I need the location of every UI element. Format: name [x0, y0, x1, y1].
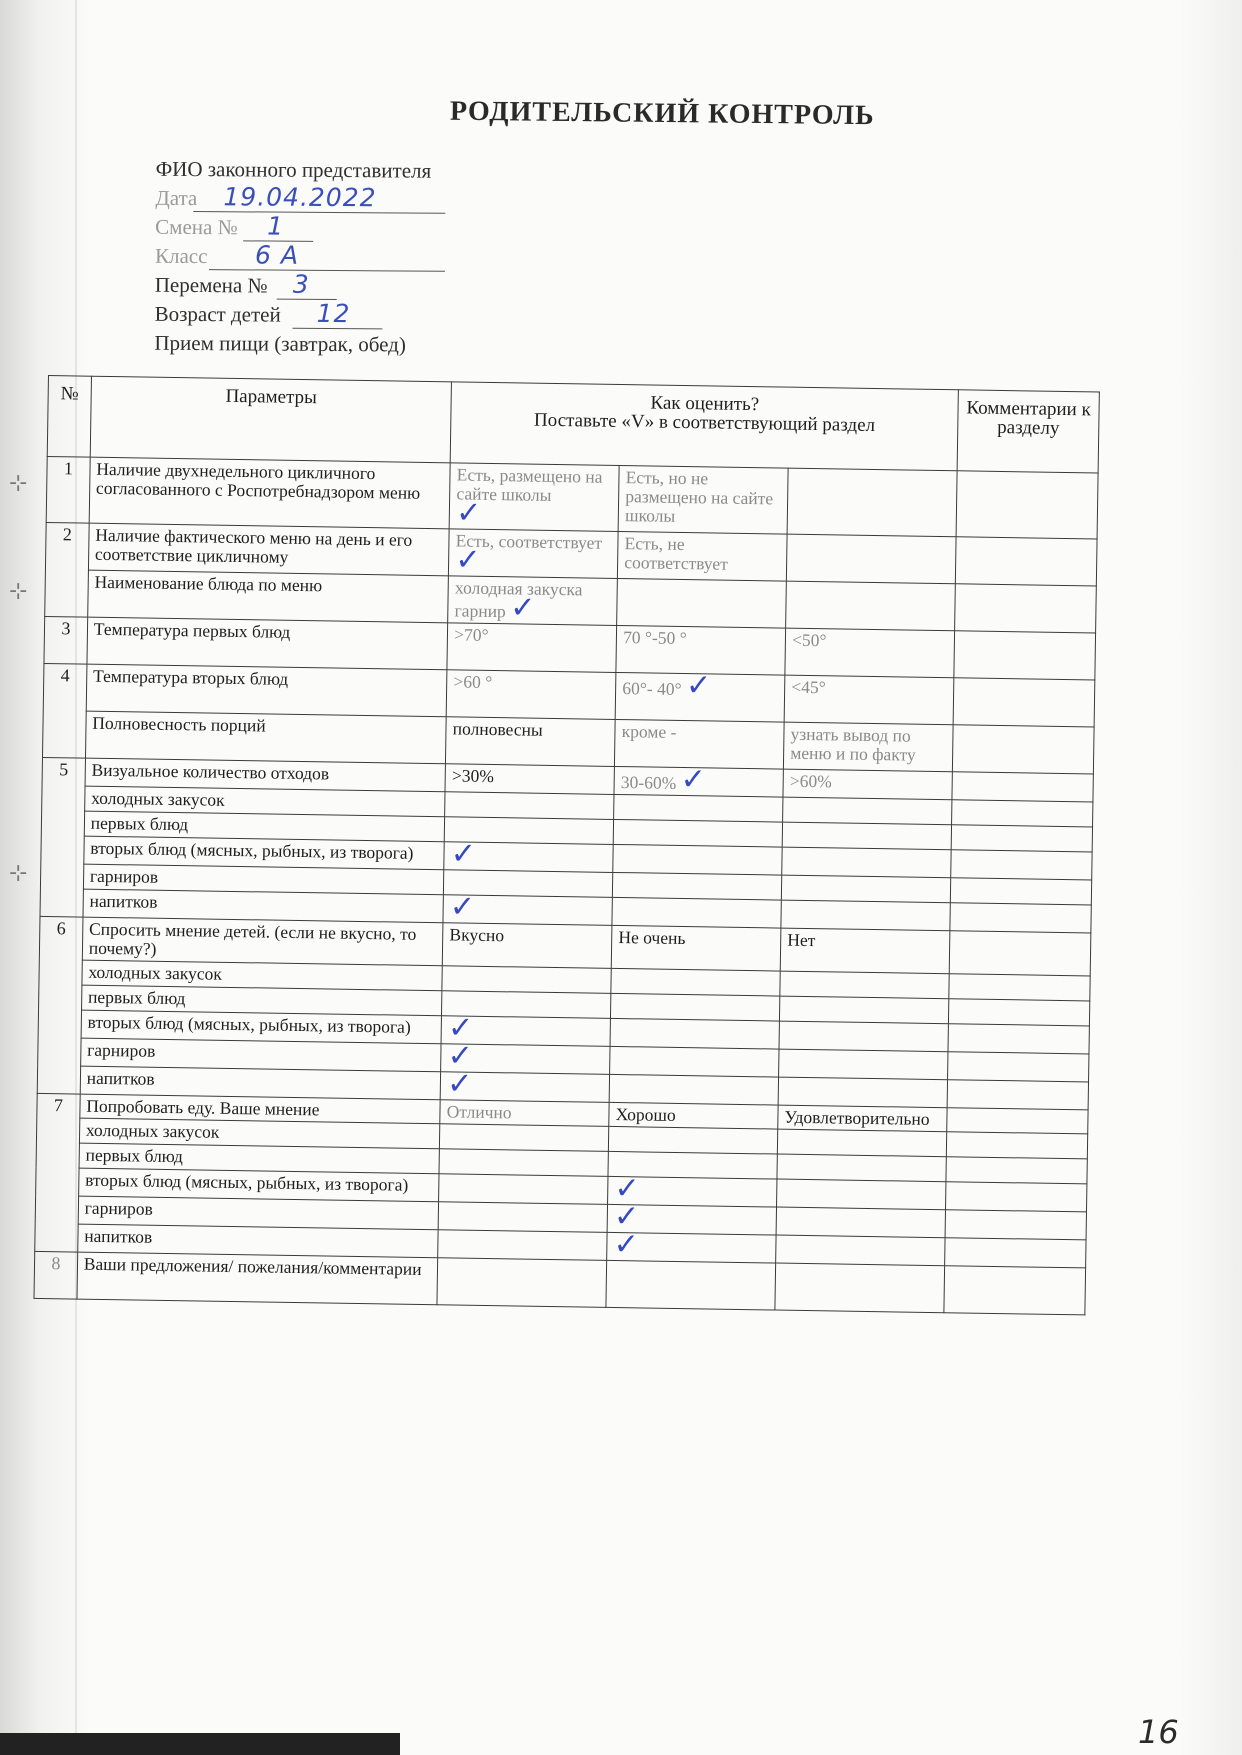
table-row: 4 Температура вторых блюд >60 ° 60°- 40° ✓ <45°	[43, 663, 1095, 727]
table-row: Наименование блюда по меню холодная закуска гарнир ✓	[45, 569, 1097, 633]
table-row: 8 Ваши предложения/ пожелания/комментарии	[34, 1251, 1086, 1315]
table-row: Полновесность порций полновесны кроме - узнать вывод по меню и по факту	[42, 710, 1094, 774]
table-row: 5 Визуальное количество отходов >30% 30-60% ✓ >60%	[42, 757, 1093, 802]
row2b-param: Наименование блюда по меню	[87, 570, 448, 623]
table-row: 2 Наличие фактического меню на день и его соответствие цикличному Есть, соответствует ✓ Есть, не соответствует	[45, 522, 1097, 586]
table-row: первых блюд	[36, 1142, 1087, 1184]
header-comment: Комментарии к разделу	[957, 390, 1099, 473]
table-row: гарниров	[40, 863, 1091, 905]
row6-param: Спросить мнение детей. (если не вкусно, то почему?)	[82, 917, 443, 966]
header-how: Как оценить? Поставьте «V» в соответствующий раздел	[450, 382, 958, 471]
meal-label: Прием пищи (завтрак, обед)	[154, 330, 406, 357]
table-row: напитков ✓	[35, 1223, 1086, 1268]
check-mark-icon: ✓	[447, 1010, 474, 1046]
check-mark-icon: ✓	[614, 1171, 640, 1207]
shift-row	[155, 211, 515, 247]
class-label: Класс	[154, 243, 208, 269]
age-value: 12	[316, 298, 351, 329]
table-row: холодных закусок	[42, 785, 1093, 827]
row1-param: Наличие двухнедельного цикличного согласованного с Роспотребнадзором меню	[89, 457, 450, 529]
header-param: Параметры	[90, 376, 452, 463]
table-row: первых блюд	[41, 810, 1092, 852]
class-row	[154, 240, 515, 276]
control-table	[33, 375, 1099, 1315]
class-value: 6 А	[254, 240, 300, 270]
table-row: вторых блюд (мясных, рыбных, из творога) ✓	[38, 1009, 1089, 1054]
table-row: холодных закусок	[36, 1117, 1087, 1159]
meal-row	[154, 331, 514, 363]
check-mark-icon: ✓	[685, 668, 712, 704]
break-label: Перемена №	[154, 272, 268, 298]
table-row: 1 Наличие двухнедельного цикличного согласованного с Роспотребнадзором меню Есть, размещено на сайте школы ✓ Есть, но не размещено на сайте школы	[46, 456, 1098, 539]
check-mark-icon: ✓	[447, 1038, 474, 1074]
row3-param: Температура первых блюд	[87, 617, 448, 670]
table-row: вторых блюд (мясных, рыбных, из творога) ✓	[36, 1167, 1087, 1212]
table-row: вторых блюд (мясных, рыбных, из творога) ✓	[41, 835, 1092, 880]
representative-label: ФИО законного представителя	[155, 156, 432, 183]
page-number: 16	[1138, 1713, 1179, 1751]
scan-edge	[0, 1733, 400, 1755]
check-mark-icon: ✓	[613, 1226, 640, 1263]
row4b-param: Полновесность порций	[85, 711, 446, 764]
date-row	[155, 182, 515, 218]
check-mark-icon: ✓	[613, 1198, 640, 1235]
shift-value: 1	[267, 211, 285, 241]
check-mark-icon: ✓	[509, 590, 536, 626]
binder-hole-mark: ⊹	[9, 578, 28, 603]
binder-hole-mark: ⊹	[9, 860, 28, 885]
date-value: 19.04.2022	[223, 182, 377, 213]
binder-hole-mark: ⊹	[9, 470, 28, 495]
row7-param: Попробовать еду. Ваше мнение	[80, 1094, 441, 1124]
check-mark-icon: ✓	[680, 761, 707, 798]
header-form	[154, 157, 515, 363]
date-label: Дата	[155, 185, 198, 211]
age-row	[154, 298, 514, 334]
shift-label: Смена №	[155, 214, 238, 240]
table-row: напитков ✓	[40, 888, 1091, 933]
page-title: РОДИТЕЛЬСКИЙ КОНТРОЛЬ	[449, 95, 875, 132]
table-row: первых блюд	[39, 984, 1090, 1026]
table-row: 7 Попробовать еду. Ваше мнение Отлично Хорошо Удовлетворительно	[37, 1093, 1088, 1134]
header-num: №	[47, 376, 91, 458]
check-mark-icon: ✓	[455, 542, 481, 578]
check-mark-icon: ✓	[446, 1066, 473, 1102]
table-row: 6 Спросить мнение детей. (если не вкусно, то почему?) Вкусно Не очень Нет	[39, 916, 1091, 976]
check-mark-icon: ✓	[449, 889, 476, 925]
row8-param: Ваши предложения/ пожелания/комментарии	[77, 1252, 438, 1305]
row5-param: Визуальное количество отходов	[85, 758, 446, 792]
table-row: гарниров ✓	[35, 1195, 1086, 1240]
row2-param: Наличие фактического меню на день и его соответствие цикличному	[88, 523, 449, 576]
table-row: гарниров ✓	[38, 1037, 1089, 1082]
check-mark-icon: ✓	[455, 495, 482, 531]
table-row: напитков ✓	[37, 1065, 1088, 1110]
table-row: 3 Температура первых блюд >70° 70 °-50 ° <50°	[44, 616, 1096, 680]
check-mark-icon: ✓	[450, 836, 477, 872]
break-value: 3	[292, 269, 310, 299]
table-row: холодных закусок	[39, 959, 1090, 1001]
row4-param: Температура вторых блюд	[86, 664, 447, 717]
age-label: Возраст детей	[154, 301, 281, 327]
